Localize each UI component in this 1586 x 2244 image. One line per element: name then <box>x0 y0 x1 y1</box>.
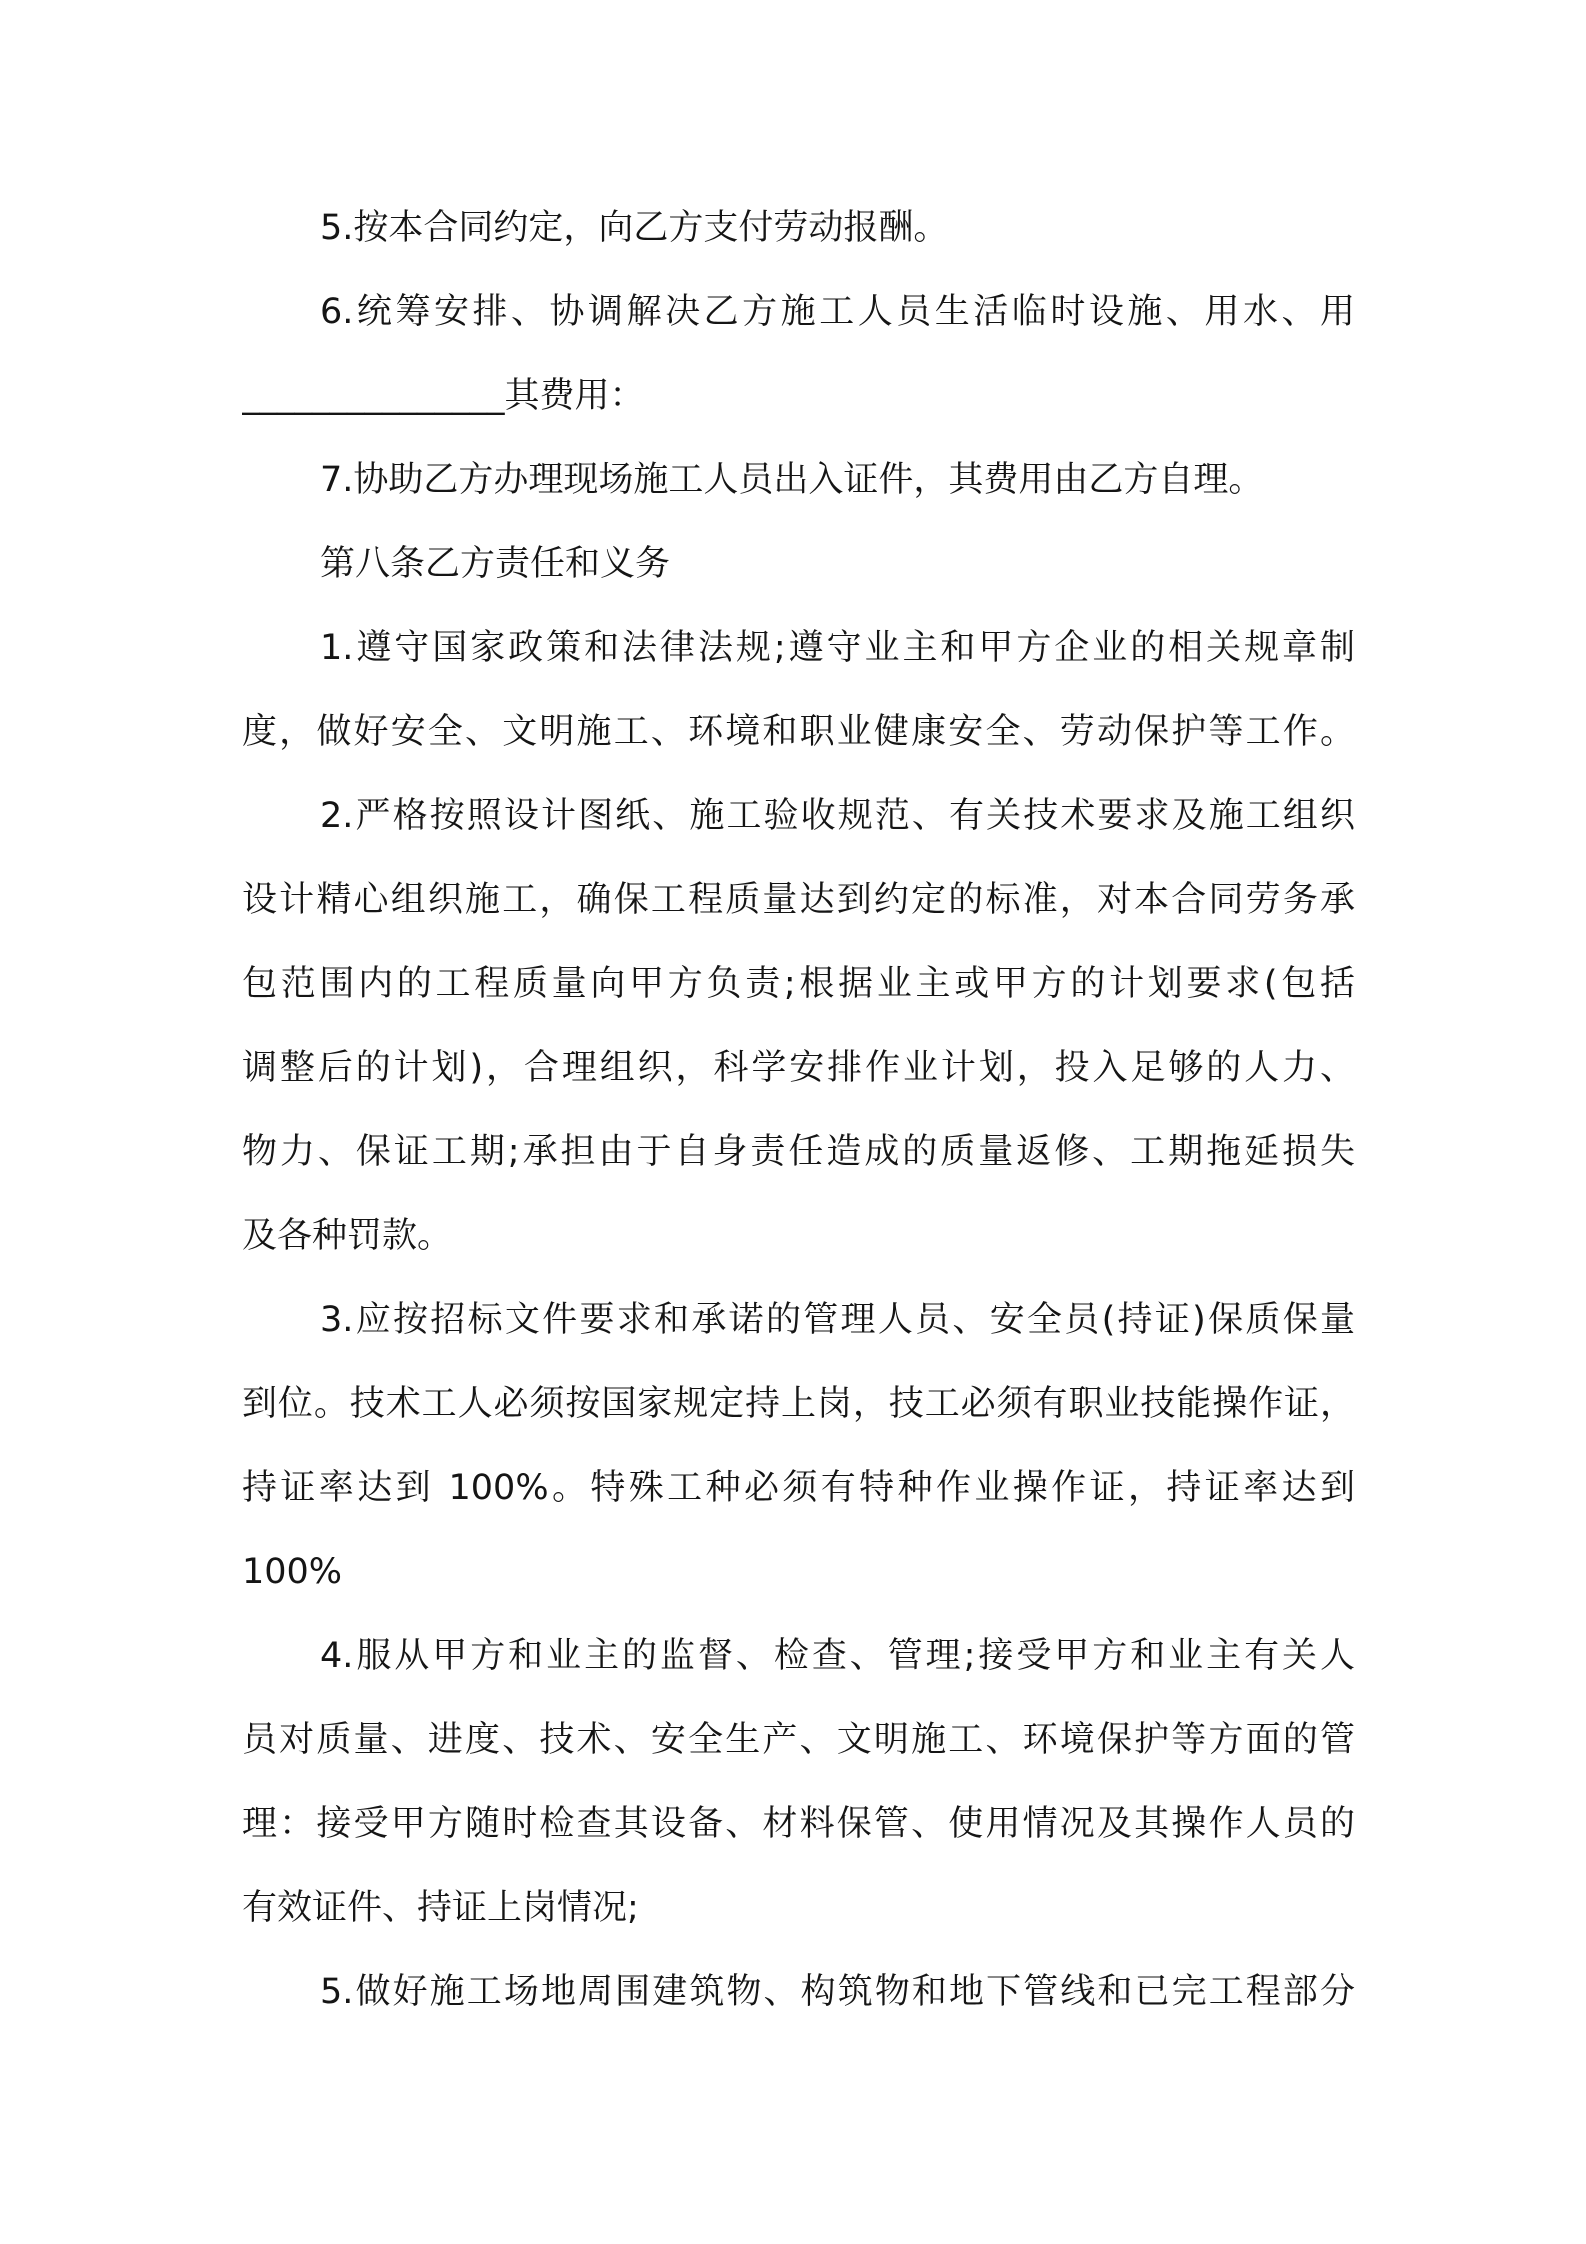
section-heading-text: 第八条乙方责任和义务 <box>320 544 671 584</box>
text-line: 物力、保证工期;承担由于自身责任造成的质量返修、工期拖延损失 <box>242 1132 1355 1172</box>
paragraph-party-b-item-3 <box>242 1278 1355 1614</box>
text-line: 3.应按招标文件要求和承诺的管理人员、安全员(持证)保质保量 <box>320 1300 1355 1340</box>
paragraph-party-b-item-5 <box>242 1950 1355 2034</box>
text-line: 5.按本合同约定，向乙方支付劳动报酬。 <box>320 208 949 248</box>
text-line-with-blank: _______________其费用： <box>242 376 645 416</box>
text-line: 到位。技术工人必须按国家规定持上岗，技工必须有职业技能操作证， <box>242 1384 1355 1424</box>
text-line: 设计精心组织施工，确保工程质量达到约定的标准，对本合同劳务承 <box>242 880 1355 920</box>
text-line: 5.做好施工场地周围建筑物、构筑物和地下管线和已完工程部分 <box>320 1972 1355 2012</box>
text-line: 包范围内的工程质量向甲方负责;根据业主或甲方的计划要求(包括 <box>242 964 1355 1004</box>
text-line: 员对质量、进度、技术、安全生产、文明施工、环境保护等方面的管 <box>242 1720 1355 1760</box>
paragraph-party-a-item-5 <box>242 186 1355 270</box>
paragraph-party-b-item-1 <box>242 606 1355 774</box>
text-line: 4.服从甲方和业主的监督、检查、管理;接受甲方和业主有关人 <box>320 1636 1355 1676</box>
text-line: 6.统筹安排、协调解决乙方施工人员生活临时设施、用水、用 <box>320 292 1355 332</box>
paragraph-party-b-item-4 <box>242 1614 1355 1950</box>
text-line: 1.遵守国家政策和法律法规;遵守业主和甲方企业的相关规章制 <box>320 628 1355 668</box>
paragraph-party-a-item-6 <box>242 270 1355 438</box>
section-heading-article-8 <box>242 522 1355 606</box>
text-line: 2.严格按照设计图纸、施工验收规范、有关技术要求及施工组织 <box>320 796 1355 836</box>
document-body <box>242 186 1355 2034</box>
paragraph-party-a-item-7 <box>242 438 1355 522</box>
text-line: 持证率达到 100%。特殊工种必须有特种作业操作证，持证率达到 <box>242 1468 1355 1508</box>
text-line: 有效证件、持证上岗情况; <box>242 1888 639 1928</box>
text-line: 理：接受甲方随时检查其设备、材料保管、使用情况及其操作人员的 <box>242 1804 1355 1844</box>
text-line: 及各种罚款。 <box>242 1216 453 1256</box>
text-line: 100% <box>242 1552 343 1592</box>
text-line: 调整后的计划)，合理组织，科学安排作业计划，投入足够的人力、 <box>242 1048 1355 1088</box>
text-line: 度，做好安全、文明施工、环境和职业健康安全、劳动保护等工作。 <box>242 712 1355 752</box>
text-line: 7.协助乙方办理现场施工人员出入证件，其费用由乙方自理。 <box>320 460 1264 500</box>
paragraph-party-b-item-2 <box>242 774 1355 1278</box>
